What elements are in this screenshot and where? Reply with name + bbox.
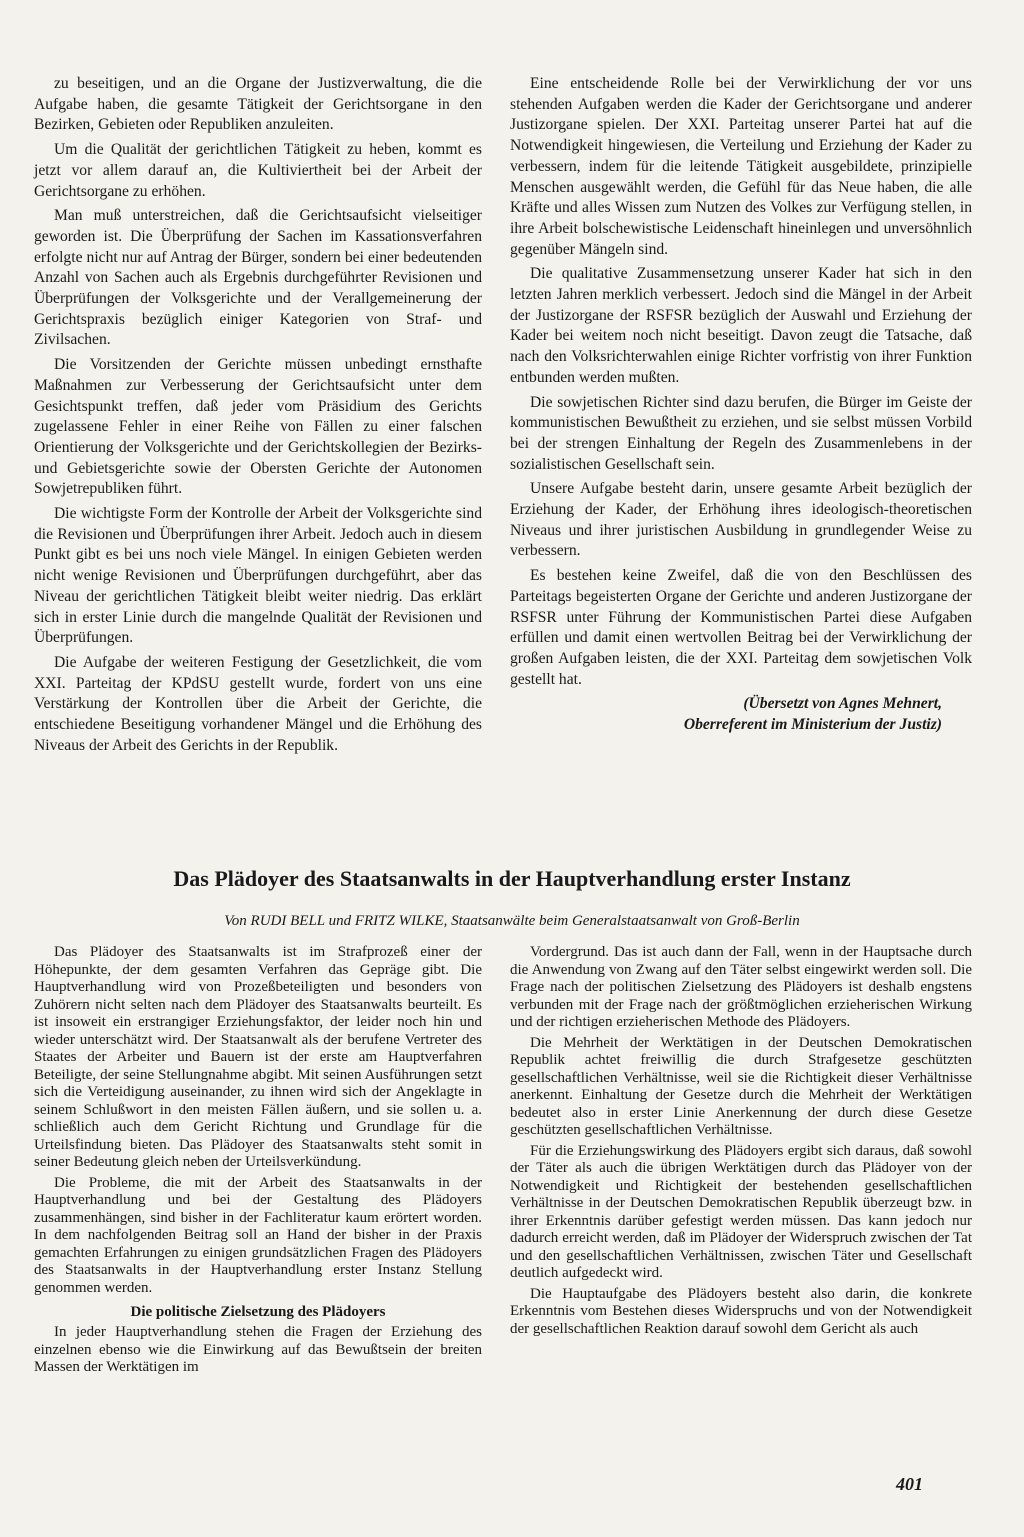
paragraph: Die Aufgabe der weiteren Festigung der Gesetzlichkeit, die vom XXI. Parteitag der KPdSU gestellt wurde, fordert von uns eine Verstärkung der Kontrollen über die Arbeit der Gerichte, die entschiedene Beseitigung vorhandener Mängel und die Erhöhung des Niveaus der Arbeit des Gerichts in der Republik.	[34, 653, 482, 754]
paragraph: Es bestehen keine Zweifel, daß die von den Beschlüssen des Parteitags begeisterten Organe der Gerichte und anderen Justizorgane der RSFSR unter Führung der Kommunistischen Partei diese Aufgaben erfüllen und damit einen wertvollen Beitrag bei der Verwirklichung der großen Aufgaben leisten, die der XXI. Parteitag dem sowjetischen Volk gestellt hat.	[510, 567, 972, 688]
article-right-column	[510, 944, 972, 1341]
paragraph: Die Probleme, die mit der Arbeit des Staatsanwalts in der Hauptverhandlung und bei der Gestaltung des Plädoyers zusammenhängen, sind bisher in der Fachliteratur kaum erörtert worden. In dem nachfolgenden Beitrag soll an Hand der bisher in der Praxis gemachten Erfahrungen zu einigen grundsätzlichen Fragen des Plädoyers des Staatsanwalts in der Hauptverhandlung erster Instanz Stellung genommen werden.	[34, 1174, 482, 1296]
paragraph: Die Mehrheit der Werktätigen in der Deutschen Demokratischen Republik achtet freiwillig die durch Strafgesetze geschützten gesellschaftlichen Verhältnisse, weil sie die Richtigkeit dieser Verhältnisse anerkennt. Einhaltung der Gesetze durch die Mehrheit der Werktätigen bedeutet also in erster Linie Anerkennung der durch diese Gesetze geschützten gesellschaftlichen Verhältnisse.	[510, 1034, 972, 1138]
paragraph: Man muß unterstreichen, daß die Gerichtsaufsicht vielseitiger geworden ist. Die Überprüfung der Sachen im Kassationsverfahren erfolgte nicht nur auf Antrag der Bürger, sondern bei einer bedeutenden Anzahl von Sachen auch als Ergebnis durchgeführter Revisionen und Überprüfungen der Volksgerichte und der Verallgemeinerung der Gerichtspraxis bezüglich einiger Kategorien von Straf- und Zivilsachen.	[34, 207, 482, 349]
translator-line: Oberreferent im Ministerium der Justiz)	[683, 716, 942, 734]
paragraph: Für die Erziehungswirkung des Plädoyers ergibt sich daraus, daß sowohl der Täter als auch die übrigen Werktätigen durch das Plädoyer von der Notwendigkeit und Richtigkeit der bestehenden gesellschaftlichen Verhältnisse in der Deutschen Demokratischen Republik überzeugt bzw. in ihrer Erkenntnis darüber gefestigt werden müssen. Das kann jedoch nur dadurch erreicht werden, daß im Plädoyer der Widerspruch zwischen der Tat und den gesellschaftlichen Verhältnissen, zwischen Täter und Gesellschaft deutlich aufgedeckt wird.	[510, 1142, 972, 1281]
paragraph: Das Plädoyer des Staatsanwalts ist im Strafprozeß einer der Höhepunkte, der dem gesamten Verfahren das Gepräge gibt. Die Hauptverhandlung wird von Prozeßbeteiligten und besonders von Zuhörern nicht selten nach dem Plädoyer des Staatsanwalts beurteilt. Es ist insoweit ein erstrangiger Erziehungsfaktor, der leider noch hin und wieder unterschätzt wird. Der Staatsanwalt als der berufene Vertreter des Staates der Arbeiter und Bauern ist der erste am Hauptverfahren Beteiligte, der seine Stellungnahme abgibt. Mit seinen Ausführungen setzt sich die Verteidigung auseinander, zu ihnen wird sich der Angeklagte in seinem Schlußwort in den meisten Fällen äußern, und sie sollen u. a. schließlich auch dem Gericht Richtung und Grundlage für die Urteilsfindung bieten. Das Plädoyer des Staatsanwalts steht somit in seiner Bedeutung gleich neben der Urteilsverkündung.	[34, 944, 482, 1170]
article-left-column	[34, 944, 482, 1380]
article-title: Das Plädoyer des Staatsanwalts in der Hauptverhandlung erster Instanz	[173, 866, 851, 891]
paragraph: Eine entscheidende Rolle bei der Verwirklichung der vor uns stehenden Aufgaben werden die Kader der Gerichtsorgane und anderer Justizorgane spielen. Der XXI. Parteitag unserer Partei hat auf die Notwendigkeit hingewiesen, die Verteilung und Erziehung der Kader zu verbessern, indem für die leitende Tätigkeit ausgebildete, prinzipielle Menschen ausgewählt werden, die Gefühl für das Neue haben, die alle Kräfte und alles Wissen zum Nutzen des Volkes zur Verfügung stellen, in ihre Arbeit bolschewistische Leidenschaft hineinlegen und unversöhnlich gegenüber Mängeln sind.	[510, 75, 972, 258]
paragraph: Unsere Aufgabe besteht darin, unsere gesamte Arbeit bezüglich der Erziehung der Kader, der Erhöhung ihres ideologisch-theoretischen Niveaus und ihrer juristischen Ausbildung in grundlegender Weise zu verbessern.	[510, 480, 972, 560]
top-right-column	[510, 74, 972, 736]
translator-credit	[510, 694, 942, 735]
paragraph: In jeder Hauptverhandlung stehen die Fragen der Erziehung des einzelnen ebenso wie die Einwirkung auf das Bewußtsein der breiten Massen der Werktätigen im	[34, 1324, 482, 1375]
page-number: 401	[896, 1474, 923, 1494]
paragraph: Die sowjetischen Richter sind dazu berufen, die Bürger im Geiste der kommunistischen Bewußtheit zu erziehen, und sie selbst müssen Vorbild bei der strengen Einhaltung der Regeln des Zusammenlebens in der sozialistischen Gesellschaft sein.	[510, 393, 972, 473]
translator-line: (Übersetzt von Agnes Mehnert,	[743, 695, 942, 713]
section-subheading: Die politische Zielsetzung des Plädoyers	[130, 1304, 386, 1320]
paragraph: Um die Qualität der gerichtlichen Tätigkeit zu heben, kommt es jetzt vor allem darauf an, die Kultiviertheit bei der Arbeit der Gerichtsorgane zu erhöhen.	[34, 141, 482, 200]
article-byline: Von RUDI BELL und FRITZ WILKE, Staatsanwälte beim Generalstaatsanwalt von Groß-Berlin	[224, 913, 800, 929]
paragraph: zu beseitigen, und an die Organe der Justizverwaltung, die die Aufgabe haben, die gesamte Tätigkeit der Gerichtsorgane in den Bezirken, Gebieten oder Republiken anzuleiten.	[34, 75, 482, 134]
paragraph: Die qualitative Zusammensetzung unserer Kader hat sich in den letzten Jahren merklich verbessert. Jedoch sind die Mängel in der Arbeit der Justizorgane der RSFSR bezüglich der Auswahl und Erziehung der Kader bei weitem noch nicht beseitigt. Davon zeugt die Tatsache, daß nach den Volksrichterwahlen einige Richter vorfristig von ihrer Funktion entbunden werden mußten.	[510, 265, 972, 386]
paragraph: Die Hauptaufgabe des Plädoyers besteht also darin, die konkrete Erkenntnis vom Bestehen dieses Widerspruchs und von der Notwendigkeit der gesellschaftlichen Reaktion darauf sowohl dem Gericht als auch	[510, 1285, 972, 1337]
paragraph: Die wichtigste Form der Kontrolle der Arbeit der Volksgerichte sind die Revisionen und Überprüfungen ihrer Arbeit. Jedoch auch in diesem Punkt gibt es bei uns noch viele Mängel. In einigen Gebieten werden nicht wenige Revisionen und Überprüfungen durchgeführt, aber das Niveau der gerichtlichen Tätigkeit bleibt weiter niedrig. Das erklärt sich in erster Linie durch die mangelnde Qualität der Revisionen und Überprüfungen.	[34, 505, 482, 647]
paragraph: Die Vorsitzenden der Gerichte müssen unbedingt ernsthafte Maßnahmen zur Verbesserung der Gerichtsaufsicht unter dem Gesichtspunkt treffen, daß jeder vom Präsidium des Gerichts zugelassene Fehler in einer Reihe von Fällen zu einer falschen Orientierung der Volksgerichte und der Gerichtskollegien der Bezirks- und Gebietsgerichte sowie der Obersten Gerichte der Autonomen Sowjetrepubliken führt.	[34, 356, 482, 498]
top-left-column	[34, 74, 482, 761]
paragraph: Vordergrund. Das ist auch dann der Fall, wenn in der Hauptsache durch die Anwendung von Zwang auf den Täter selbst eingewirkt werden soll. Die Frage nach der politischen Zielsetzung des Plädoyers ist deshalb engstens verbunden mit der Frage nach der größtmöglichen erzieherischen Wirkung und der richtigen erzieherischen Methode des Plädoyers.	[510, 944, 972, 1030]
